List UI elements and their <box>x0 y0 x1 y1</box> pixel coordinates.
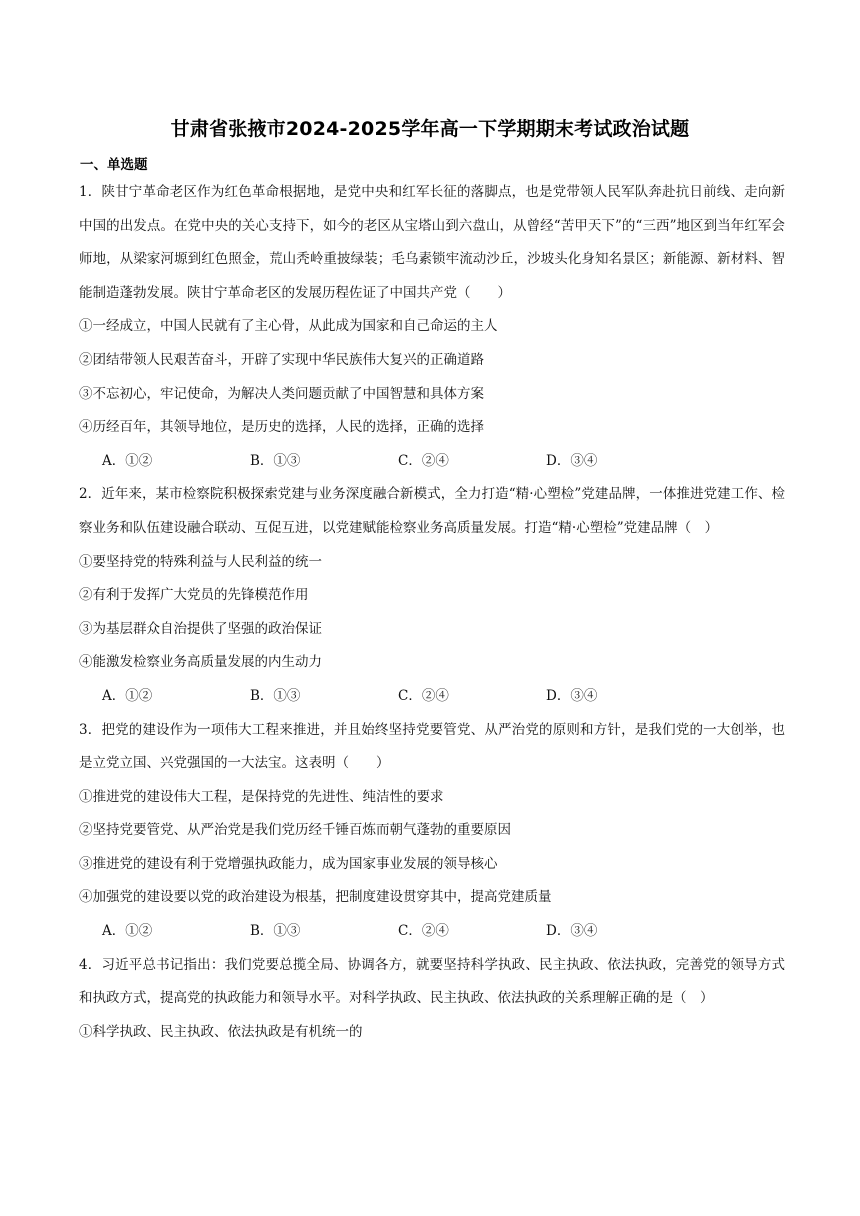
answer-choices <box>79 915 785 949</box>
statement-option: ④历经百年，其领导地位，是历史的选择，人民的选择，正确的选择 <box>79 419 484 436</box>
answer-choices <box>79 680 785 714</box>
statement-option: ④加强党的建设要以党的政治建设为根基，把制度建设贯穿其中，提高党建质量 <box>79 889 552 906</box>
statement-option: ③为基层群众自治提供了坚强的政治保证 <box>79 620 322 637</box>
choice-a: A．①② <box>102 687 153 704</box>
statement-option: ②团结带领人民艰苦奋斗，开辟了实现中华民族伟大复兴的正确道路 <box>79 351 484 368</box>
statement-option: ②有利于发挥广大党员的先锋模范作用 <box>79 587 309 604</box>
question-stem: 3．把党的建设作为一项伟大工程来推进，并且始终坚持党要管党、从严治党的原则和方针，是我们党的一大创举，也是立党立国、兴党强国的一大法宝。这表明（ ） <box>79 721 785 772</box>
question-2 <box>79 478 785 713</box>
choice-b: B．①③ <box>250 923 301 940</box>
choice-d: D．③④ <box>546 452 598 469</box>
statement-option: ②坚持党要管党、从严治党是我们党历经千锤百炼而朝气蓬勃的重要原因 <box>79 822 511 839</box>
question-4 <box>79 949 785 1050</box>
statement-option: ①一经成立，中国人民就有了主心骨，从此成为国家和自己命运的主人 <box>79 318 498 335</box>
question-list <box>79 176 785 1049</box>
choice-a: A．①② <box>102 923 153 940</box>
statement-option: ①要坚持党的特殊利益与人民利益的统一 <box>79 553 322 570</box>
choice-b: B．①③ <box>250 687 301 704</box>
choice-b: B．①③ <box>250 452 301 469</box>
question-1 <box>79 176 785 478</box>
choice-a: A．①② <box>102 452 153 469</box>
question-stem: 1．陕甘宁革命老区作为红色革命根据地，是党中央和红军长征的落脚点，也是党带领人民军队奔赴抗日前线、走向新中国的出发点。在党中央的关心支持下，如今的老区从宝塔山到六盘山，从曾经“苦甲天下”的“三西”地区到当年红军会师地，从梁家河塬到红色照金，荒山秃岭重披绿装；毛乌素锁牢流动沙丘，沙坡头化身知名景区；新能源、新材料、智能制造蓬勃发展。陕甘宁革命老区的发展历程佐证了中国共产党（ ） <box>79 184 785 301</box>
choice-c: C．②④ <box>398 687 449 704</box>
question-stem: 4．习近平总书记指出：我们党要总揽全局、协调各方，就要坚持科学执政、民主执政、依法执政，完善党的领导方式和执政方式，提高党的执政能力和领导水平。对科学执政、民主执政、依法执政的关系理解正确的是（ ） <box>79 956 785 1007</box>
statement-option: ③推进党的建设有利于党增强执政能力，成为国家事业发展的领导核心 <box>79 855 498 872</box>
statement-option: ①科学执政、民主执政、依法执政是有机统一的 <box>79 1023 363 1040</box>
statement-option: ③不忘初心，牢记使命，为解决人类问题贡献了中国智慧和具体方案 <box>79 385 484 402</box>
answer-choices <box>79 445 785 479</box>
question-stem: 2．近年来，某市检察院积极探索党建与业务深度融合新模式，全力打造“精·心塑检”党建品牌，一体推进党建工作、检察业务和队伍建设融合联动、互促互进，以党建赋能检察业务高质量发展。打造“精·心塑检”党建品牌（ ） <box>79 486 785 536</box>
statement-option: ①推进党的建设伟大工程，是保持党的先进性、纯洁性的要求 <box>79 788 444 805</box>
choice-d: D．③④ <box>546 923 598 940</box>
exam-title: 甘肃省张掖市2024-2025学年高一下学期期末考试政治试题 <box>170 118 690 140</box>
statement-option: ④能激发检察业务高质量发展的内生动力 <box>79 654 322 671</box>
choice-c: C．②④ <box>398 452 449 469</box>
question-3 <box>79 714 785 949</box>
choice-d: D．③④ <box>546 687 598 704</box>
choice-c: C．②④ <box>398 923 449 940</box>
section-heading: 一、单选题 <box>80 157 148 173</box>
